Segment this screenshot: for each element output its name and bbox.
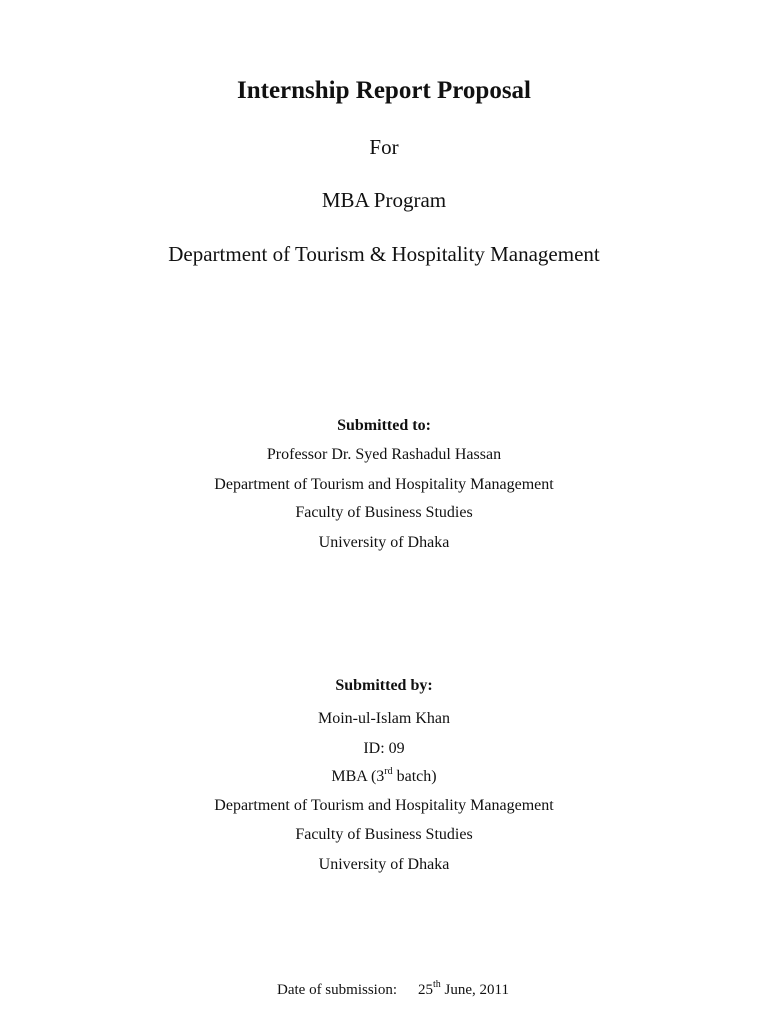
student-name: Moin-ul-Islam Khan: [318, 710, 450, 727]
submission-day-suffix: th: [433, 979, 441, 990]
student-batch: [0, 765, 768, 785]
supervisor-name: Professor Dr. Syed Rashadul Hassan: [266, 446, 502, 463]
program-name: MBA Program: [321, 188, 447, 212]
student-department: Department of Tourism and Hospitality Management: [214, 797, 554, 814]
submission-day: 25: [418, 982, 433, 998]
student-faculty: Faculty of Business Studies: [295, 826, 473, 843]
student-university: University of Dhaka: [318, 856, 450, 873]
student-id: ID: 09: [363, 740, 405, 757]
supervisor-university: University of Dhaka: [318, 534, 450, 551]
submitted-to-heading: Submitted to:: [337, 417, 431, 434]
batch-prefix: MBA (3: [331, 768, 385, 785]
batch-suffix: batch): [392, 768, 437, 785]
submitted-by-heading: Submitted by:: [335, 677, 433, 694]
for-label: For: [369, 135, 399, 159]
submission-month-year: June, 2011: [440, 982, 509, 998]
submission-date-value: [418, 979, 509, 999]
department-heading: Department of Tourism & Hospitality Management: [168, 242, 600, 266]
batch-ordinal-suffix: rd: [384, 765, 393, 777]
supervisor-department: Department of Tourism and Hospitality Management: [214, 476, 554, 493]
supervisor-faculty: Faculty of Business Studies: [295, 504, 473, 521]
document-title: Internship Report Proposal: [236, 77, 531, 104]
submission-date-label: Date of submission:: [277, 982, 397, 998]
